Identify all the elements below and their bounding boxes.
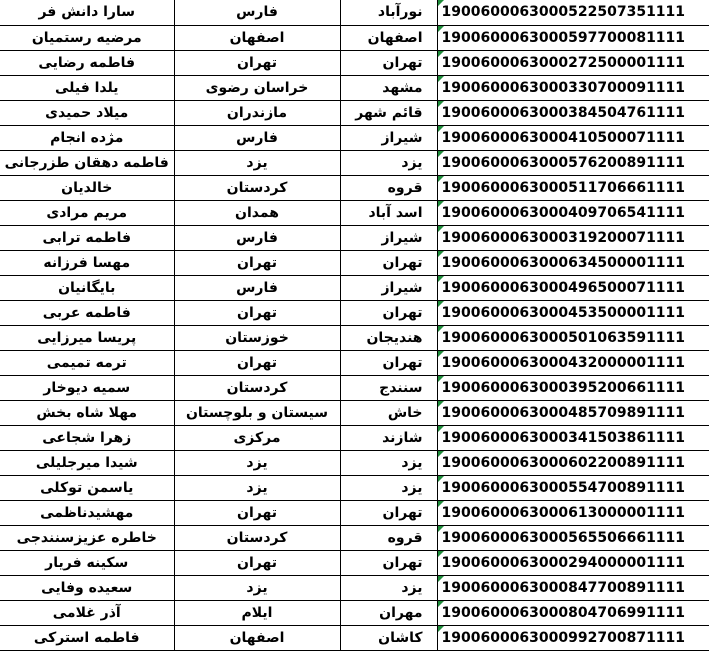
table-row [0, 525, 709, 550]
code-cell[interactable]: 1900600063000554700891111 [437, 475, 709, 500]
table-row [0, 450, 709, 475]
province-cell[interactable]: تهران [174, 350, 340, 375]
province-cell[interactable]: تهران [174, 500, 340, 525]
city-cell[interactable]: تهران [340, 250, 437, 275]
city-cell[interactable]: شیراز [340, 275, 437, 300]
province-cell[interactable]: فارس [174, 125, 340, 150]
province-cell[interactable]: مرکزی [174, 425, 340, 450]
code-cell[interactable]: 1900600063000511706661111 [437, 175, 709, 200]
code-cell[interactable]: 1900600063000501063591111 [437, 325, 709, 350]
province-cell[interactable]: یزد [174, 450, 340, 475]
name-cell[interactable]: مریم مرادی [0, 200, 174, 225]
name-cell[interactable]: آذر غلامی [0, 600, 174, 625]
city-cell[interactable]: نورآباد [340, 0, 437, 25]
code-cell[interactable]: 1900600063000847700891111 [437, 575, 709, 600]
table-row [0, 175, 709, 200]
table-row [0, 375, 709, 400]
name-cell[interactable]: فاطمه ترابی [0, 225, 174, 250]
table-row [0, 625, 709, 650]
city-cell[interactable]: قروه [340, 175, 437, 200]
name-cell[interactable]: یاسمن توکلی [0, 475, 174, 500]
city-cell[interactable]: قروه [340, 525, 437, 550]
name-cell[interactable]: شیدا میرجلیلی [0, 450, 174, 475]
city-cell[interactable]: شازند [340, 425, 437, 450]
province-cell[interactable]: همدان [174, 200, 340, 225]
table-row [0, 575, 709, 600]
name-cell[interactable]: مهسا فرزانه [0, 250, 174, 275]
table-row [0, 350, 709, 375]
province-cell[interactable]: ایلام [174, 600, 340, 625]
code-cell[interactable]: 1900600063000395200661111 [437, 375, 709, 400]
code-cell[interactable]: 1900600063000576200891111 [437, 150, 709, 175]
table-row [0, 275, 709, 300]
code-cell[interactable]: 1900600063000319200071111 [437, 225, 709, 250]
name-cell[interactable]: سکینه فریار [0, 550, 174, 575]
city-cell[interactable]: تهران [340, 350, 437, 375]
code-cell[interactable]: 1900600063000613000001111 [437, 500, 709, 525]
code-cell[interactable]: 1900600063000804706991111 [437, 600, 709, 625]
province-cell[interactable]: سیستان و بلوچستان [174, 400, 340, 425]
name-cell[interactable]: میلاد حمیدی [0, 100, 174, 125]
code-cell[interactable]: 1900600063000409706541111 [437, 200, 709, 225]
table-row [0, 250, 709, 275]
code-cell[interactable]: 1900600063000496500071111 [437, 275, 709, 300]
province-cell[interactable]: اصفهان [174, 25, 340, 50]
table-row [0, 325, 709, 350]
name-cell[interactable]: بایگانیان [0, 275, 174, 300]
name-cell[interactable]: فاطمه استرکی [0, 625, 174, 650]
code-cell[interactable]: 1900600063000602200891111 [437, 450, 709, 475]
table-row [0, 400, 709, 425]
province-cell[interactable]: مازندران [174, 100, 340, 125]
city-cell[interactable]: یزد [340, 150, 437, 175]
province-cell[interactable]: تهران [174, 300, 340, 325]
table-row [0, 50, 709, 75]
name-cell[interactable]: پریسا میرزایی [0, 325, 174, 350]
code-cell[interactable]: 1900600063000597700081111 [437, 25, 709, 50]
province-cell[interactable]: فارس [174, 275, 340, 300]
code-cell[interactable]: 1900600063000294000001111 [437, 550, 709, 575]
name-cell[interactable]: مهلا شاه بخش [0, 400, 174, 425]
name-cell[interactable]: فاطمه رضایی [0, 50, 174, 75]
name-cell[interactable]: سمیه دیوخار [0, 375, 174, 400]
table-row [0, 25, 709, 50]
city-cell[interactable]: قائم شهر [340, 100, 437, 125]
city-cell[interactable]: تهران [340, 550, 437, 575]
name-cell[interactable]: ترمه تمیمی [0, 350, 174, 375]
name-cell[interactable]: خاطره عزیزسنندجی [0, 525, 174, 550]
province-cell[interactable]: کردستان [174, 375, 340, 400]
city-cell[interactable]: تهران [340, 50, 437, 75]
city-cell[interactable]: مهران [340, 600, 437, 625]
city-cell[interactable]: اسد آباد [340, 200, 437, 225]
code-cell[interactable]: 1900600063000384504761111 [437, 100, 709, 125]
province-cell[interactable]: یزد [174, 575, 340, 600]
table-row [0, 475, 709, 500]
table-row [0, 0, 709, 25]
code-cell[interactable]: 1900600063000522507351111 [437, 0, 709, 25]
table-row [0, 225, 709, 250]
province-cell[interactable]: کردستان [174, 525, 340, 550]
table-row [0, 100, 709, 125]
name-cell[interactable]: یلدا فیلی [0, 75, 174, 100]
city-cell[interactable]: شیراز [340, 225, 437, 250]
name-cell[interactable]: فاطمه دهقان طزرجانی [0, 150, 174, 175]
table-row [0, 300, 709, 325]
province-cell[interactable]: خراسان رضوی [174, 75, 340, 100]
city-cell[interactable]: یزد [340, 450, 437, 475]
province-cell[interactable]: فارس [174, 225, 340, 250]
province-cell[interactable]: تهران [174, 550, 340, 575]
name-cell[interactable]: مهشیدناظمی [0, 500, 174, 525]
city-cell[interactable]: هندیجان [340, 325, 437, 350]
province-cell[interactable]: اصفهان [174, 625, 340, 650]
city-cell[interactable]: خاش [340, 400, 437, 425]
table-row [0, 75, 709, 100]
name-cell[interactable]: خالدیان [0, 175, 174, 200]
name-cell[interactable]: سعیده وفایی [0, 575, 174, 600]
code-cell[interactable]: 1900600063000330700091111 [437, 75, 709, 100]
code-cell[interactable]: 1900600063000410500071111 [437, 125, 709, 150]
code-cell[interactable]: 1900600063000634500001111 [437, 250, 709, 275]
code-cell[interactable]: 1900600063000432000001111 [437, 350, 709, 375]
code-cell[interactable]: 1900600063000272500001111 [437, 50, 709, 75]
province-cell[interactable]: یزد [174, 475, 340, 500]
code-cell[interactable]: 1900600063000341503861111 [437, 425, 709, 450]
name-cell[interactable]: مرضیه رستمیان [0, 25, 174, 50]
code-cell[interactable]: 1900600063000485709891111 [437, 400, 709, 425]
city-cell[interactable]: اصفهان [340, 25, 437, 50]
province-cell[interactable]: یزد [174, 150, 340, 175]
table-row [0, 600, 709, 625]
code-cell[interactable]: 1900600063000565506661111 [437, 525, 709, 550]
city-cell[interactable]: مشهد [340, 75, 437, 100]
city-cell[interactable]: شیراز [340, 125, 437, 150]
table-row [0, 550, 709, 575]
province-cell[interactable]: تهران [174, 50, 340, 75]
table-row [0, 200, 709, 225]
province-cell[interactable]: کردستان [174, 175, 340, 200]
city-cell[interactable]: یزد [340, 475, 437, 500]
name-cell[interactable]: سارا دانش فر [0, 0, 174, 25]
table-row [0, 150, 709, 175]
province-cell[interactable]: تهران [174, 250, 340, 275]
province-cell[interactable]: خوزستان [174, 325, 340, 350]
city-cell[interactable]: تهران [340, 300, 437, 325]
code-cell[interactable]: 1900600063000992700871111 [437, 625, 709, 650]
name-cell[interactable]: زهرا شجاعی [0, 425, 174, 450]
province-cell[interactable]: فارس [174, 0, 340, 25]
city-cell[interactable]: یزد [340, 575, 437, 600]
city-cell[interactable]: سنندج [340, 375, 437, 400]
name-cell[interactable]: مژده انجام [0, 125, 174, 150]
city-cell[interactable]: کاشان [340, 625, 437, 650]
table-row [0, 500, 709, 525]
table-row [0, 125, 709, 150]
name-cell[interactable]: فاطمه عربی [0, 300, 174, 325]
city-cell[interactable]: تهران [340, 500, 437, 525]
code-cell[interactable]: 1900600063000453500001111 [437, 300, 709, 325]
table-row [0, 425, 709, 450]
